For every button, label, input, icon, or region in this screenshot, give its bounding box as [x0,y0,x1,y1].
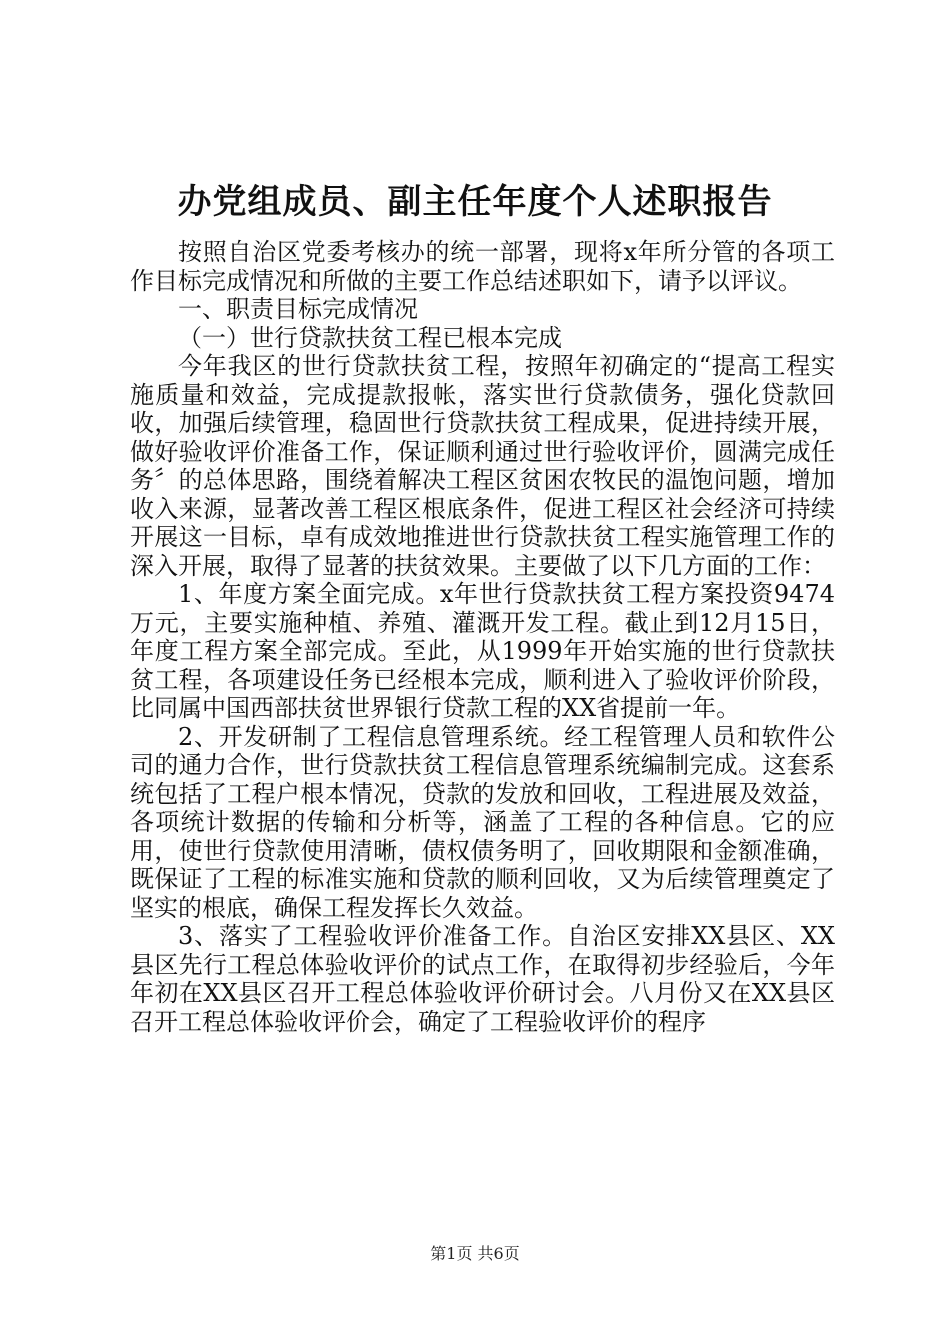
section-heading: 一、职责目标完成情况 [178,295,418,323]
document-title: 办党组成员、副主任年度个人述职报告 [177,182,773,222]
list-item-paragraph: 2、开发研制了工程信息管理系统。经工程管理人员和软件公司的通力合作，世行贷款扶贫工程信息管理系统编制完成。这套系统包括了工程户根本情况，贷款的发放和回收，工程进展及效益，各项统计数据的传输和分析等，涵盖了工程的各种信息。它的应用，使世行贷款使用清晰，债权债务明了，回收期限和金额准确，既保证了工程的标准实施和贷款的顺利回收，又为后续管理奠定了坚实的根底，确保工程发挥长久效益。 [130,722,835,922]
subsection-heading: （一）世行贷款扶贫工程已根本完成 [178,323,562,352]
list-item-paragraph: 1、年度方案全面完成。x年世行贷款扶贫工程方案投资9474万元，主要实施种植、养殖、灌溉开发工程。截止到12月15日，年度工程方案全部完成。至此，从1999年开始实施的世行贷款扶贫工程，各项建设任务已经根本完成，顺利进入了验收评价阶段，比同属中国西部扶贫世界银行贷款工程的XX省提前一年。 [130,580,835,722]
document-body [130,238,835,1036]
list-item-paragraph: 3、落实了工程验收评价准备工作。自治区安排XX县区、XX县区先行工程总体验收评价的试点工作，在取得初步经验后，今年年初在XX县区召开工程总体验收评价研讨会。八月份又在XX县区召开工程总体验收评价会，确定了工程验收评价的程序 [130,922,835,1036]
intro-paragraph: 按照自治区党委考核办的统一部署，现将x年所分管的各项工作目标完成情况和所做的主要工作总结述职如下，请予以评议。 [130,238,835,295]
page-number-footer: 第1页 共6页 [430,1244,520,1263]
body-paragraph: 今年我区的世行贷款扶贫工程，按照年初确定的“提高工程实施质量和效益，完成提款报帐，落实世行贷款债务，强化贷款回收，加强后续管理，稳固世行贷款扶贫工程成果，促进持续开展，做好验收评价准备工作，保证顺利通过世行验收评价，圆满完成任务〞的总体思路，围绕着解决工程区贫困农牧民的温饱问题，增加收入来源，显著改善工程区根底条件，促进工程区社会经济可持续开展这一目标，卓有成效地推进世行贷款扶贫工程实施管理工作的深入开展，取得了显著的扶贫效果。主要做了以下几方面的工作： [130,352,835,580]
